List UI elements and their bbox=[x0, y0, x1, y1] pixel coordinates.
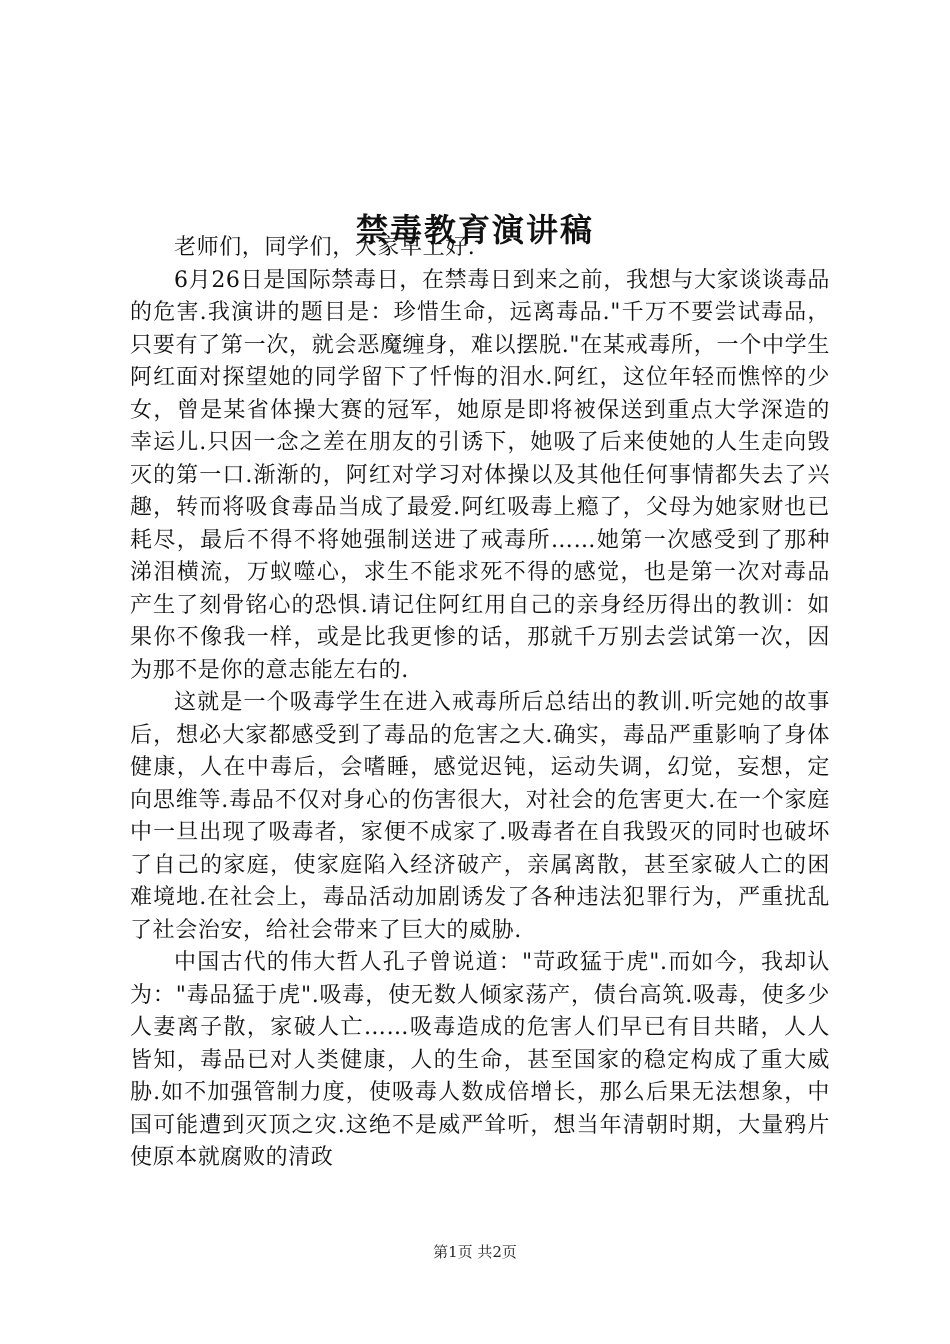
document-body bbox=[130, 232, 830, 1175]
paragraph-history: 中国古代的伟大哲人孔子曾说道："苛政猛于虎".而如今，我却认为："毒品猛于虎".吸毒，使无数人倾家荡产，债台高筑.吸毒，使多少人妻离子散，家破人亡……吸毒造成的危害人们早已有目共睹，人人皆知，毒品已对人类健康，人的生命，甚至国家的稳定构成了重大威胁.如不加强管制力度，使吸毒人数成倍增长，那么后果无法想象，中国可能遭到灭顶之灾.这绝不是威严耸听，想当年清朝时期，大量鸦片使原本就腐败的清政 bbox=[130, 950, 830, 1170]
page-number-footer: 第1页 共2页 bbox=[433, 1243, 517, 1261]
paragraph-harm: 这就是一个吸毒学生在进入戒毒所后总结出的教训.听完她的故事后，想必大家都感受到了毒品的危害之大.确实，毒品严重影响了身体健康，人在中毒后，会嗜睡，感觉迟钝，运动失调，幻觉，妄想，定向思维等.毒品不仅对身心的伤害很大，对社会的危害更大.在一个家庭中一旦出现了吸毒者，家便不成家了.吸毒者在自我毁灭的同时也破坏了自己的家庭，使家庭陷入经济破产，亲属离散，甚至家破人亡的困难境地.在社会上，毒品活动加剧诱发了各种违法犯罪行为，严重扰乱了社会治安，给社会带来了巨大的威胁. bbox=[130, 690, 830, 943]
paragraph-greeting: 老师们，同学们，大家早上好. bbox=[174, 235, 476, 260]
document-title: 禁毒教育演讲稿 bbox=[355, 211, 594, 250]
paragraph-story: 6月26日是国际禁毒日，在禁毒日到来之前，我想与大家谈谈毒品的危害.我演讲的题目是：珍惜生命，远离毒品."千万不要尝试毒品，只要有了第一次，就会恶魔缠身，难以摆脱."在某戒毒所，一个中学生阿红面对探望她的同学留下了忏悔的泪水.阿红，这位年轻而憔悴的少女，曾是某省体操大赛的冠军，她原是即将被保送到重点大学深造的幸运儿.只因一念之差在朋友的引诱下，她吸了后来使她的人生走向毁灭的第一口.渐渐的，阿红对学习对体操以及其他任何事情都失去了兴趣，转而将吸食毒品当成了最爱.阿红吸毒上瘾了，父母为她家财也已耗尽，最后不得不将她强制送进了戒毒所……她第一次感受到了那种涕泪横流，万蚁噬心，求生不能求死不得的感觉，也是第一次对毒品产生了刻骨铭心的恐惧.请记住阿红用自己的亲身经历得出的教训：如果你不像我一样，或是比我更惨的话，那就千万别去尝试第一次，因为那不是你的意志能左右的. bbox=[130, 267, 830, 683]
